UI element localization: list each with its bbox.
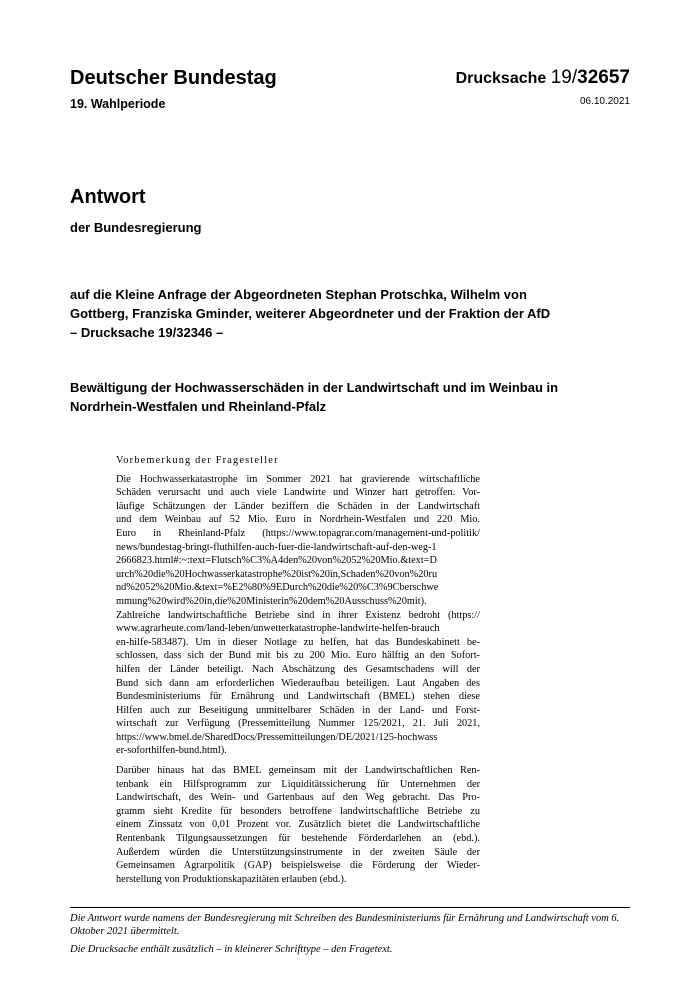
inquiry-line: auf die Kleine Anfrage der Abgeordneten Stephan Protschka, Wilhelm von xyxy=(70,287,527,302)
text-line: Gemeinsamen Agrarpolitik (GAP) beispielsweise die Förderung der Wieder- xyxy=(116,860,480,872)
text-line: tenbank ein Hilfsprogramm zur Liquiditätssicherung für Unternehmen der xyxy=(116,778,480,790)
text-line: urch%20die%20Hochwasserkatastrophe%20ist%20in,Schaden%20von%20ru xyxy=(116,568,438,580)
text-line: nd%2052%20Mio.&text=%E2%80%9EDurch%20die%20%C3%9Cberschwe xyxy=(116,582,439,594)
text-line: Landwirtschaft, des Wein- und Gartenbaus auf den Weg gebracht. Das Pro- xyxy=(116,792,480,804)
text-line: Außerdem würden die Unterstützungsinstrumente in der zweiten Säule der xyxy=(116,846,480,858)
drucksache-number xyxy=(456,66,630,91)
legislative-period: 19. Wahlperiode xyxy=(70,97,166,111)
inquiry-topic xyxy=(70,378,640,416)
text-line: Euro in Rheinland-Pfalz (https://www.topagrar.com/management-und-politik/ xyxy=(116,527,480,539)
text-line: gramm sieht Kredite für besonders betroffene landwirtschaftliche Betriebe zu xyxy=(116,805,480,817)
text-line: er-soforthilfen-bund.html). xyxy=(116,745,227,757)
text-line: Bundesministeriums für Ernährung und Landwirtschaft (BMEL) stehen diese xyxy=(116,691,480,703)
paragraph-2 xyxy=(116,764,480,886)
footer-note-transmission: Die Antwort wurde namens der Bundesregierung mit Schreiben des Bundesministeriums für Ernährung und Landwirtschaft vom 6. Oktober 2021 übermittelt. xyxy=(70,913,620,937)
text-line: mmung%20wird%20in,die%20Ministerin%20dem%20Ausschuss%20mit). xyxy=(116,595,427,607)
text-line: herstellung von Produktionskapazitäten erlauben (ebd.). xyxy=(116,873,347,885)
inquiry-line: Gottberg, Franziska Gminder, weiterer Abgeordneter und der Fraktion der AfD xyxy=(70,306,551,321)
drucksache-prefix: 19/ xyxy=(550,67,578,88)
text-line: 2666823.html#:~:text=Flutsch%C3%A4den%20von%2052%20Mio.&text=D xyxy=(116,555,437,567)
drucksache-label: Drucksache xyxy=(455,70,547,87)
header-right xyxy=(456,66,630,107)
text-line: Zahlreiche landwirtschaftliche Betriebe sind in ihrer Existenz bedroht (https:// xyxy=(116,609,480,621)
text-line: Bund sich dann am erforderlichen Wiederaufbau beteiligen. Laut Angaben des xyxy=(116,677,480,689)
text-line: Hilfen auch zur Beseitigung unmittelbarer Schäden in der Land- und Forst- xyxy=(116,704,480,716)
text-line: wirtschaft zur Verfügung (Pressemitteilung Nummer 125/2021, 21. Juli 2021, xyxy=(116,718,480,730)
text-line: https://www.bmel.de/SharedDocs/Pressemitteilungen/DE/2021/125-hochwass xyxy=(116,731,438,743)
document-title: Antwort xyxy=(70,186,146,208)
header-left xyxy=(70,66,277,111)
document-date: 06.10.2021 xyxy=(579,96,630,107)
text-line: news/bundestag-bringt-fluthilfen-auch-fuer-die-landwirtschaft-auf-den-weg-1 xyxy=(116,541,437,553)
text-line: und dem Weinbau auf 52 Mio. Euro in Nordrhein-Westfalen und 220 Mio. xyxy=(116,514,480,526)
institution-name: Deutscher Bundestag xyxy=(70,67,277,89)
text-line: Schäden verursacht und auch viele Landwirte und Winzer hart getroffen. Vor- xyxy=(116,487,480,499)
text-line: Die Hochwasserkatastrophe im Sommer 2021 hat gravierende wirtschaftliche xyxy=(116,473,480,485)
text-line: schlossen, dass sich der Bund mit bis zu 200 Mio. Euro hälftig an den Sofort- xyxy=(116,650,480,662)
preliminary-remarks xyxy=(116,454,480,886)
text-line: einem Zinssatz von 0,01 Prozent vor. Zusätzlich bietet die Landwirtschaftliche xyxy=(116,819,480,831)
document-subtitle: der Bundesregierung xyxy=(70,220,202,235)
drucksache-suffix: 32657 xyxy=(577,67,630,88)
text-line: Rentenbank Tilgungsaussetzungen für bestehende Förderdarlehen an (ebd.). xyxy=(116,833,480,845)
remarks-heading: Vorbemerkung der Fragesteller xyxy=(116,455,279,466)
inquiry-line: – Drucksache 19/32346 – xyxy=(70,325,224,340)
inquiry-reference xyxy=(70,285,640,342)
footer-note-typeface: Die Drucksache enthält zusätzlich – in kleinerer Schrifttype – den Fragetext. xyxy=(70,944,393,955)
text-line: www.agrarheute.com/land-leben/unwetterkatastrophe-landwirte-helfen-brauch xyxy=(116,623,440,635)
text-line: en-hilfe-583487). Um in dieser Notlage zu helfen, hat das Bundeskabinett be- xyxy=(116,636,480,648)
topic-line: Nordrhein-Westfalen und Rheinland-Pfalz xyxy=(70,399,327,414)
paragraph-1 xyxy=(116,473,480,758)
footer-divider xyxy=(70,907,630,908)
text-line: Darüber hinaus hat das BMEL gemeinsam mit der Landwirtschaftlichen Ren- xyxy=(116,765,480,777)
footer-notes xyxy=(70,912,640,956)
text-line: läufige Schätzungen der Länder beziffern die Schäden in der Landwirtschaft xyxy=(116,500,480,512)
topic-line: Bewältigung der Hochwasserschäden in der Landwirtschaft und im Weinbau in xyxy=(70,380,559,395)
text-line: hilfen der Länder beteiligt. Nach Abschätzung des Gesamtschadens will der xyxy=(116,663,480,675)
